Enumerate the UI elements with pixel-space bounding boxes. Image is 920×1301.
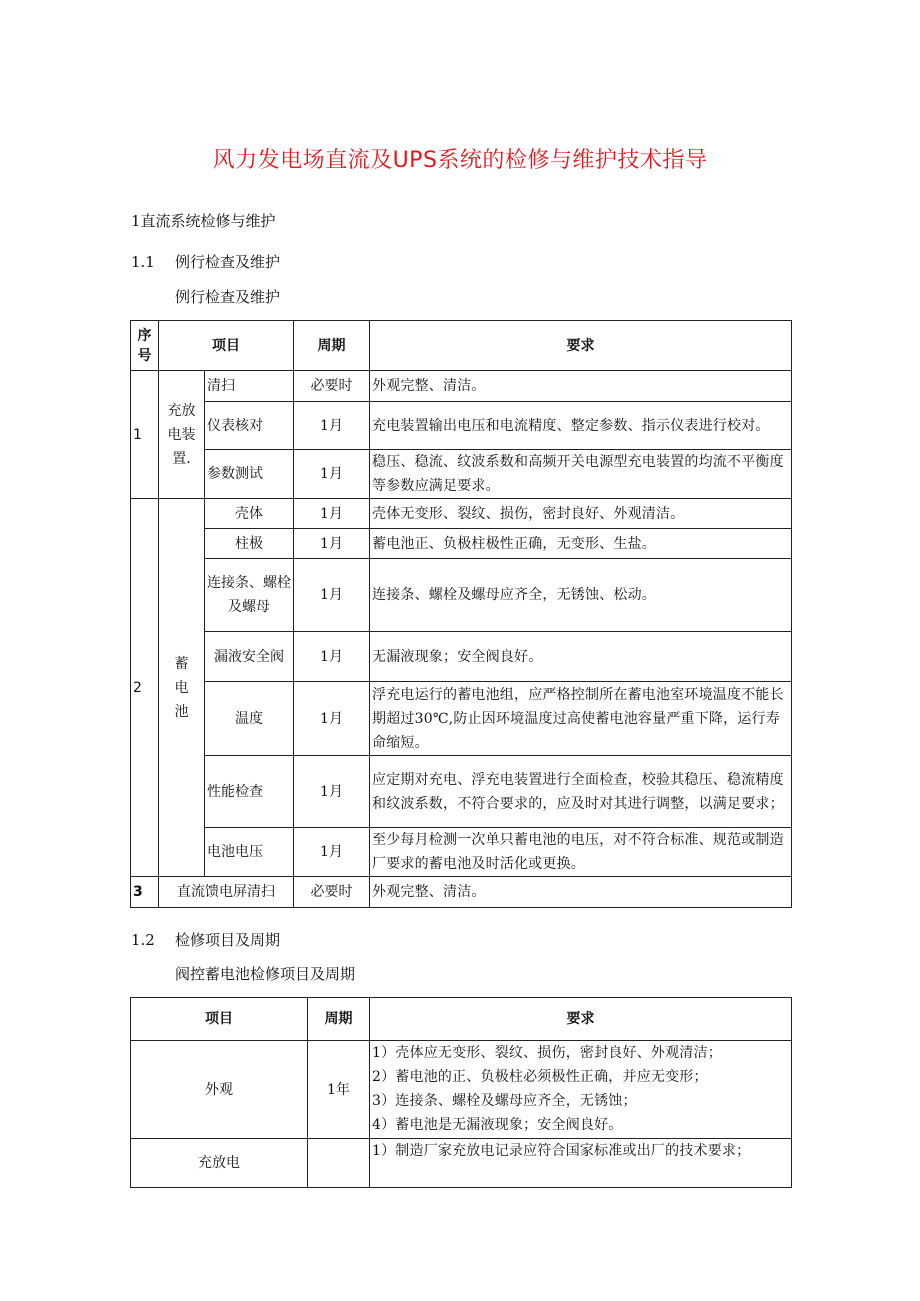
item-cell: 温度 <box>205 682 294 756</box>
cycle-cell: 1月 <box>294 756 370 828</box>
row-seq: 3 <box>131 877 159 908</box>
item-cell: 直流馈电屏清扫 <box>159 877 294 908</box>
section-title: 检修项目及周期 <box>175 931 281 949</box>
table-row <box>131 371 792 402</box>
section-number: 1.1 <box>131 253 155 271</box>
header-item: 项目 <box>159 321 294 371</box>
item-cell: 连接条、螺栓及螺母 <box>205 559 294 632</box>
battery-maintenance-table <box>130 997 792 1188</box>
section-1-2-heading <box>131 929 280 950</box>
requirement-cell <box>370 1041 792 1139</box>
table-row <box>131 682 792 756</box>
header-requirement: 要求 <box>370 998 792 1041</box>
cycle-cell: 必要时 <box>294 877 370 908</box>
requirement-line: 4）蓄电池是无漏液现象；安全阀良好。 <box>372 1117 623 1133</box>
section-number: 1.2 <box>131 931 155 949</box>
table-row <box>131 499 792 529</box>
header-cycle: 周期 <box>294 321 370 371</box>
requirement-cell <box>370 1139 792 1188</box>
cycle-cell: 1月 <box>294 402 370 450</box>
group-name: 蓄电池 <box>159 499 205 877</box>
cycle-cell <box>308 1139 370 1188</box>
item-cell: 充放电 <box>131 1139 308 1188</box>
item-cell: 清扫 <box>205 371 294 402</box>
item-cell: 电池电压 <box>205 828 294 877</box>
cycle-cell: 1月 <box>294 529 370 559</box>
item-cell: 性能检查 <box>205 756 294 828</box>
table-row <box>131 529 792 559</box>
item-cell: 仪表核对 <box>205 402 294 450</box>
table-header-row <box>131 998 792 1041</box>
routine-inspection-table <box>130 320 792 908</box>
table-row <box>131 1041 792 1139</box>
requirement-cell: 充电装置输出电压和电流精度、整定参数、指示仪表进行校对。 <box>370 402 792 450</box>
table-row <box>131 402 792 450</box>
table-row <box>131 756 792 828</box>
page-title: 风力发电场直流及UPS系统的检修与维护技术指导 <box>212 148 708 173</box>
requirement-cell: 壳体无变形、裂纹、损伤，密封良好、外观清洁。 <box>370 499 792 529</box>
header-item: 项目 <box>131 998 308 1041</box>
cycle-cell: 1年 <box>308 1041 370 1139</box>
requirement-line: 2）蓄电池的正、负极柱必须极性正确，并应无变形； <box>372 1069 708 1085</box>
section-1-heading: 1直流系统检修与维护 <box>131 212 276 230</box>
requirement-cell: 稳压、稳流、纹波系数和高频开关电源型充电装置的均流不平衡度等参数应满足要求。 <box>370 450 792 499</box>
table-header-row <box>131 321 792 371</box>
section-1-1-heading <box>131 251 280 272</box>
item-cell: 外观 <box>131 1041 308 1139</box>
table1-caption: 例行检查及维护 <box>175 288 281 306</box>
requirement-line: 3）连接条、螺栓及螺母应齐全，无锈蚀； <box>372 1093 637 1109</box>
table-row <box>131 877 792 908</box>
cycle-cell: 必要时 <box>294 371 370 402</box>
requirement-cell: 外观完整、清洁。 <box>370 877 792 908</box>
group-seq: 1 <box>131 371 159 499</box>
group-seq: 2 <box>131 499 159 877</box>
table-row <box>131 559 792 632</box>
item-cell: 参数测试 <box>205 450 294 499</box>
item-cell: 壳体 <box>205 499 294 529</box>
cycle-cell: 1月 <box>294 499 370 529</box>
cycle-cell: 1月 <box>294 559 370 632</box>
section-title: 例行检查及维护 <box>175 253 281 271</box>
table2-caption: 阀控蓄电池检修项目及周期 <box>175 965 356 983</box>
requirement-cell: 蓄电池正、负极柱极性正确，无变形、生盐。 <box>370 529 792 559</box>
item-cell: 柱极 <box>205 529 294 559</box>
table-row <box>131 450 792 499</box>
group-name: 充放电装置. <box>159 371 205 499</box>
requirement-cell: 至少每月检测一次单只蓄电池的电压，对不符合标准、规范或制造厂要求的蓄电池及时活化或更换。 <box>370 828 792 877</box>
cycle-cell: 1月 <box>294 632 370 682</box>
item-cell: 漏液安全阀 <box>205 632 294 682</box>
requirement-line: 1）壳体应无变形、裂纹、损伤，密封良好、外观清洁； <box>372 1045 722 1061</box>
header-cycle: 周期 <box>308 998 370 1041</box>
cycle-cell: 1月 <box>294 828 370 877</box>
requirement-cell: 无漏液现象；安全阀良好。 <box>370 632 792 682</box>
requirement-line: 1）制造厂家充放电记录应符合国家标准或出厂的技术要求； <box>372 1143 751 1159</box>
header-seq: 序号 <box>131 321 159 371</box>
table-row <box>131 828 792 877</box>
cycle-cell: 1月 <box>294 682 370 756</box>
table-row <box>131 1139 792 1188</box>
requirement-cell: 外观完整、清洁。 <box>370 371 792 402</box>
table-row <box>131 632 792 682</box>
requirement-cell: 连接条、螺栓及螺母应齐全，无锈蚀、松动。 <box>370 559 792 632</box>
header-requirement: 要求 <box>370 321 792 371</box>
cycle-cell: 1月 <box>294 450 370 499</box>
requirement-cell: 应定期对充电、浮充电装置进行全面检查，校验其稳压、稳流精度和纹波系数，不符合要求的，应及时对其进行调整，以满足要求； <box>370 756 792 828</box>
requirement-cell: 浮充电运行的蓄电池组，应严格控制所在蓄电池室环境温度不能长期超过30℃,防止因环境温度过高使蓄电池容量严重下降，运行寿命缩短。 <box>370 682 792 756</box>
